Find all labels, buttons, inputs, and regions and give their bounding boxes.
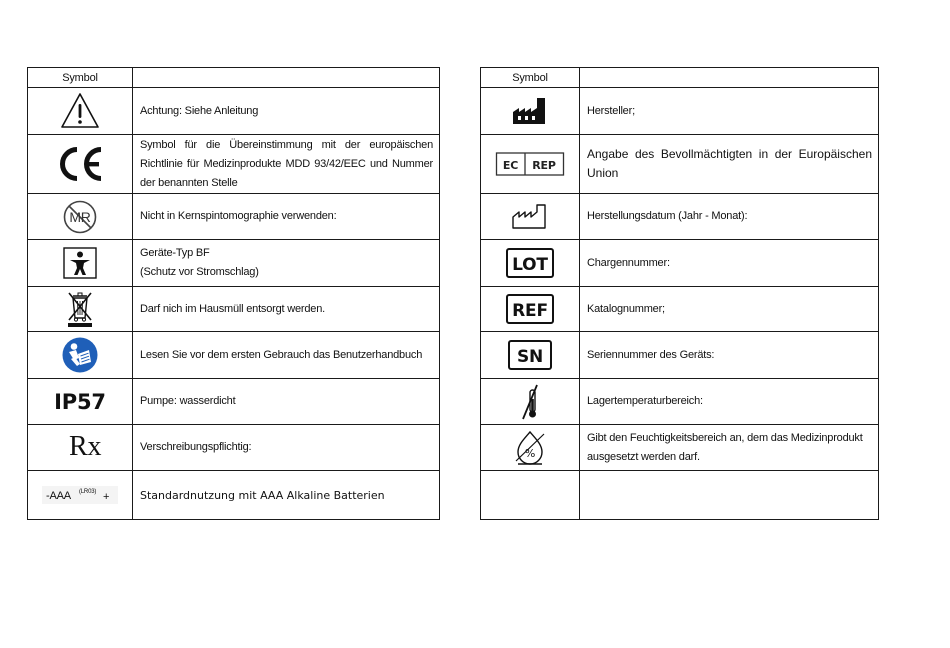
ref-catalogue-icon	[481, 287, 580, 332]
row-description: Lagertemperaturbereich:	[580, 379, 879, 425]
warning-triangle-icon	[28, 88, 133, 135]
ref-icon-label: REF	[512, 301, 548, 321]
aaa-icon-tail: +	[103, 491, 110, 503]
row-description: Katalognummer;	[580, 287, 879, 332]
column-header-symbol: Symbol	[481, 68, 580, 88]
row-description-line2: (Schutz vor Stromschlag)	[140, 266, 259, 278]
humidity-icon-label: %	[524, 446, 536, 460]
ip57-icon	[28, 379, 133, 425]
ec-rep-icon-label-ec: EC	[502, 159, 519, 172]
table-row	[481, 287, 879, 332]
table-row	[28, 287, 440, 332]
row-description: Angabe des Bevollmächtigten in der Europäischen Union	[580, 135, 879, 194]
row-description: Nicht in Kernspintomographie verwenden:	[133, 194, 440, 240]
row-description: Verschreibungspflichtig:	[133, 425, 440, 471]
row-description: Achtung: Siehe Anleitung	[133, 88, 440, 135]
row-description	[580, 471, 879, 520]
empty-symbol-cell	[481, 471, 580, 520]
table-row	[481, 471, 879, 520]
temperature-limit-icon	[481, 379, 580, 425]
weee-crossed-bin-icon	[28, 287, 133, 332]
symbol-table-right	[480, 67, 879, 520]
table-row	[28, 88, 440, 135]
aaa-battery-icon	[28, 471, 133, 520]
table-row	[481, 332, 879, 379]
sn-icon-label: SN	[516, 347, 544, 367]
table-row	[481, 379, 879, 425]
table-row	[28, 240, 440, 287]
table-header-row	[28, 68, 440, 88]
type-bf-applied-part-icon	[28, 240, 133, 287]
column-header-symbol: Symbol	[28, 68, 133, 88]
read-manual-icon	[28, 332, 133, 379]
row-description: Hersteller;	[580, 88, 879, 135]
row-description: Seriennummer des Geräts:	[580, 332, 879, 379]
rx-icon-label: Rx	[69, 430, 102, 462]
mr-icon-label: MR	[69, 208, 91, 225]
row-description: Pumpe: wasserdicht	[133, 379, 440, 425]
ec-rep-icon-label-rep: REP	[532, 159, 556, 172]
aaa-icon-sup: (LR03)	[79, 489, 97, 495]
row-description: Standardnutzung mit AAA Alkaline Batterien	[133, 471, 440, 520]
table-row	[28, 379, 440, 425]
symbol-table-left	[27, 67, 440, 520]
row-description: Chargennummer:	[580, 240, 879, 287]
table-row	[28, 425, 440, 471]
row-description	[133, 240, 440, 287]
table-row	[481, 425, 879, 471]
row-description: Lesen Sie vor dem ersten Gebrauch das Benutzerhandbuch	[133, 332, 440, 379]
row-description: Symbol für die Übereinstimmung mit der europäischen Richtlinie für Medizinprodukte MDD 93/42/EEC und Nummer der benannten Stelle	[133, 135, 440, 194]
table-row	[28, 332, 440, 379]
serial-number-icon	[481, 332, 580, 379]
row-description: Herstellungsdatum (Jahr - Monat):	[580, 194, 879, 240]
lot-icon-label: LOT	[512, 255, 548, 275]
ce-mark-icon	[28, 135, 133, 194]
table-row	[481, 194, 879, 240]
table-row	[481, 135, 879, 194]
rx-prescription-icon	[28, 425, 133, 471]
table-row	[481, 88, 879, 135]
mr-unsafe-icon	[28, 194, 133, 240]
table-row	[28, 471, 440, 520]
table-row	[28, 135, 440, 194]
row-description-line1: Geräte-Typ BF	[140, 247, 210, 259]
humidity-limit-icon	[481, 425, 580, 471]
table-row	[481, 240, 879, 287]
table-row	[28, 194, 440, 240]
ec-rep-icon	[481, 135, 580, 194]
row-description: Darf nich im Hausmüll entsorgt werden.	[133, 287, 440, 332]
date-of-manufacture-icon	[481, 194, 580, 240]
aaa-icon-label: -AAA	[46, 490, 71, 502]
table-header-row	[481, 68, 879, 88]
column-header-description	[580, 68, 879, 88]
row-description: Gibt den Feuchtigkeitsbereich an, dem das Medizinprodukt ausgesetzt werden darf.	[580, 425, 879, 471]
column-header-description	[133, 68, 440, 88]
ip57-icon-label: IP57	[54, 389, 106, 414]
manufacturer-factory-icon	[481, 88, 580, 135]
lot-batch-icon	[481, 240, 580, 287]
